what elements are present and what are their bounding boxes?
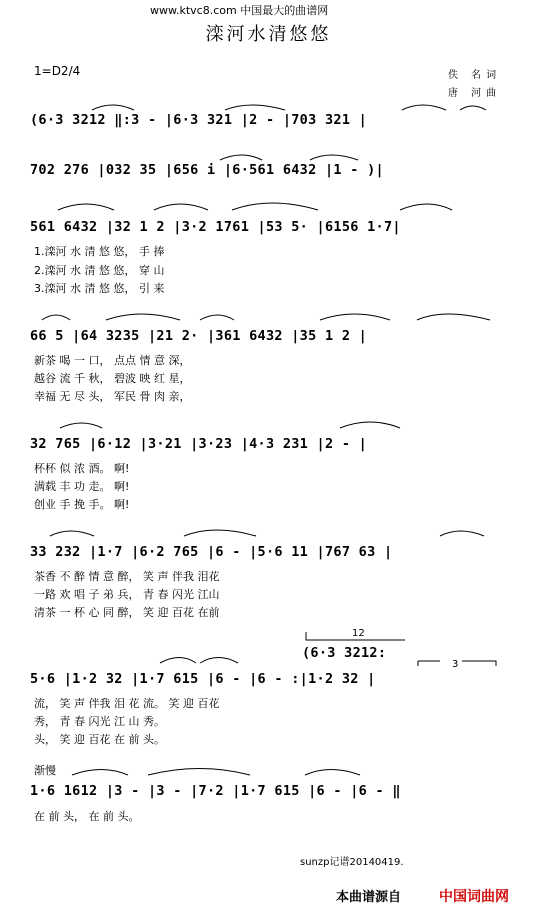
volta-notes: (6·3 3212: — [302, 645, 387, 661]
lyric-line: 一路 欢 唱 子 弟 兵， 青 春 闪光 江山 — [34, 588, 220, 601]
lyric-line: 清茶 一 杯 心 同 醉， 笑 迎 百花 在前 — [34, 606, 220, 619]
lyricist-credit: 佚 名词 — [448, 70, 502, 81]
lyric-line: 杯杯 似 浓 酒。 啊! — [34, 462, 130, 475]
score-line-5: 32 765 |6·12 |3·21 |3·23 |4·3 231 |2 - | — [30, 436, 368, 452]
site-header: www.ktvc8.com 中国最大的曲谱网 — [150, 4, 329, 17]
score-line-1: (6·3 3212 ‖:3 - |6·3 321 |2 - |703 321 | — [30, 112, 368, 128]
source-logo: 中国词曲网 — [439, 889, 509, 905]
key-signature: 1=D2/4 — [34, 64, 81, 78]
lyric-line: 头， 笑 迎 百花 在 前 头。 — [34, 733, 165, 746]
lyric-line: 流， 笑 声 伴我 泪 花 流。 笑 迎 百花 — [34, 697, 220, 710]
lyric-line: 新茶 喝 一 口， 点点 情 意 深， — [34, 354, 191, 367]
volta-label: 12 — [352, 628, 365, 639]
lyric-line: 1.滦河 水 清 悠 悠， 手 捧 — [34, 245, 165, 258]
lyric-line: 3.滦河 水 清 悠 悠， 引 来 — [34, 282, 165, 295]
score-line-4: 66 5 |64 3235 |21 2· |361 6432 |35 1 2 | — [30, 328, 368, 344]
source-label: 本曲谱源自 — [336, 890, 402, 905]
lyric-line: 2.滦河 水 清 悠 悠， 穿 山 — [34, 264, 165, 277]
song-title: 滦河水清悠悠 — [205, 24, 332, 45]
lyric-line: 幸福 无 尽 头， 军民 骨 肉 亲， — [34, 390, 191, 403]
composer-credit: 唐 河曲 — [448, 88, 502, 99]
lyric-line: 在 前 头， 在 前 头。 — [34, 810, 140, 823]
lyric-line: 越谷 流 千 秋， 碧波 映 红 星， — [34, 372, 191, 385]
lyric-line: 秀， 青 春 闪光 江 山 秀。 — [34, 715, 165, 728]
lyric-line: 茶香 不 醉 情 意 醉， 笑 声 伴我 泪花 — [34, 570, 220, 583]
score-line-3: 561 6432 |32 1 2 |3·2 1761 |53 5· |6156 1·7| — [30, 219, 401, 235]
triplet-label: 3 — [452, 659, 459, 670]
score-line-7: 5·6 |1·2 32 |1·7 615 |6 - |6 - :|1·2 32 | — [30, 671, 376, 687]
score-line-8: 1·6 1612 |3 - |3 - |7·2 |1·7 615 |6 - |6 - ‖ — [30, 783, 401, 799]
lyric-line: 满载 丰 功 走。 啊! — [34, 480, 130, 493]
tempo-marking: 渐慢 — [34, 764, 56, 777]
score-line-2: 702 276 |032 35 |656 i |6·561 6432 |1 - )| — [30, 162, 384, 178]
score-line-6: 33 232 |1·7 |6·2 765 |6 - |5·6 11 |767 63 | — [30, 544, 393, 560]
transcriber-signature: sunzp记谱20140419. — [300, 857, 404, 868]
lyric-line: 创业 手 挽 手。 啊! — [34, 498, 130, 511]
